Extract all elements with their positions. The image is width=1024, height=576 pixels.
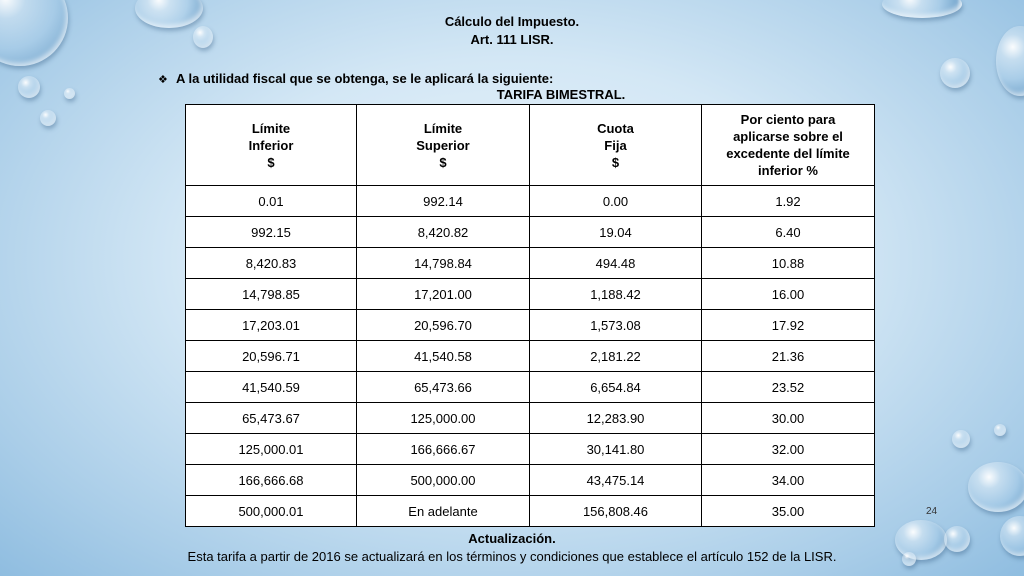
table-row [186, 372, 875, 403]
column-header-line: Fija [604, 137, 627, 153]
table-cell: 19.04 [530, 217, 702, 248]
table-cell: 992.15 [186, 217, 357, 248]
table-cell: En adelante [357, 496, 530, 527]
table-cell: 17.92 [702, 310, 875, 341]
column-header-line: Cuota [597, 120, 634, 136]
column-header-line: Por ciento para [740, 112, 836, 127]
column-header [357, 105, 530, 186]
page-subtitle-article: Art. 111 LISR. [470, 32, 554, 47]
water-drop-decoration [968, 462, 1024, 512]
water-drop-decoration [994, 424, 1006, 436]
column-header [530, 105, 702, 186]
table-row [186, 496, 875, 527]
table-cell: 23.52 [702, 372, 875, 403]
table-row [186, 434, 875, 465]
column-header-line: Límite [423, 120, 463, 136]
table-cell: 0.00 [530, 186, 702, 217]
table-cell: 32.00 [702, 434, 875, 465]
table-cell: 500,000.01 [186, 496, 357, 527]
table-cell: 20,596.71 [186, 341, 357, 372]
table-cell: 43,475.14 [530, 465, 702, 496]
table-cell: 166,666.67 [357, 434, 530, 465]
table-cell: 1,573.08 [530, 310, 702, 341]
bullet-text: A la utilidad fiscal que se obtenga, se le aplicará la siguiente: [176, 71, 554, 86]
table-cell: 6,654.84 [530, 372, 702, 403]
water-drop-decoration [952, 430, 970, 448]
table-cell: 156,808.46 [530, 496, 702, 527]
table-row [186, 217, 875, 248]
table-cell: 494.48 [530, 248, 702, 279]
column-header [702, 105, 875, 186]
table-cell: 166,666.68 [186, 465, 357, 496]
column-header-line: Superior [416, 137, 470, 153]
table-cell: 30,141.80 [530, 434, 702, 465]
table-cell: 65,473.66 [357, 372, 530, 403]
column-header-line: $ [439, 154, 447, 170]
table-cell: 8,420.82 [357, 217, 530, 248]
table-cell: 65,473.67 [186, 403, 357, 434]
water-drop-decoration [40, 110, 56, 126]
table-cell: 992.14 [357, 186, 530, 217]
water-drop-decoration [18, 76, 40, 98]
page-title: Cálculo del Impuesto. [444, 14, 580, 29]
column-header-line: excedente del límite [726, 146, 850, 161]
table-cell: 20,596.70 [357, 310, 530, 341]
footer-text: Esta tarifa a partir de 2016 se actualizará en los términos y condiciones que establece el artículo 152 de la LISR. [187, 549, 837, 564]
table-header-row [186, 105, 875, 186]
table-row [186, 341, 875, 372]
table-cell: 16.00 [702, 279, 875, 310]
table-cell: 41,540.58 [357, 341, 530, 372]
column-header-line: aplicarse sobre el [733, 129, 843, 144]
table-row [186, 279, 875, 310]
table-cell: 125,000.00 [357, 403, 530, 434]
bullet-statement [158, 71, 553, 86]
diamond-bullet-icon: ❖ [158, 74, 168, 86]
table-cell: 12,283.90 [530, 403, 702, 434]
table-cell: 30.00 [702, 403, 875, 434]
table-cell: 35.00 [702, 496, 875, 527]
table-body [186, 186, 875, 527]
footer-title: Actualización. [468, 531, 556, 546]
table-cell: 1,188.42 [530, 279, 702, 310]
column-header-line: Inferior [248, 137, 294, 153]
column-header [186, 105, 357, 186]
table-cell: 21.36 [702, 341, 875, 372]
column-header-line: Límite [251, 120, 291, 136]
table-cell: 10.88 [702, 248, 875, 279]
table-cell: 17,201.00 [357, 279, 530, 310]
table-cell: 125,000.01 [186, 434, 357, 465]
table-cell: 500,000.00 [357, 465, 530, 496]
table-row [186, 465, 875, 496]
table-cell: 14,798.84 [357, 248, 530, 279]
table-row [186, 186, 875, 217]
column-header-line: inferior % [758, 163, 818, 178]
table-cell: 17,203.01 [186, 310, 357, 341]
table-title: TARIFA BIMESTRAL. [496, 87, 626, 102]
table-cell: 1.92 [702, 186, 875, 217]
table-row [186, 248, 875, 279]
column-header-line: $ [267, 154, 275, 170]
tarifa-table [185, 104, 875, 527]
table-cell: 2,181.22 [530, 341, 702, 372]
table-row [186, 403, 875, 434]
table-cell: 0.01 [186, 186, 357, 217]
table-cell: 6.40 [702, 217, 875, 248]
slide-number: 24 [926, 506, 938, 517]
table-cell: 14,798.85 [186, 279, 357, 310]
water-drop-decoration [940, 58, 970, 88]
table-cell: 8,420.83 [186, 248, 357, 279]
table-row [186, 310, 875, 341]
table-cell: 41,540.59 [186, 372, 357, 403]
table-cell: 34.00 [702, 465, 875, 496]
column-header-line: $ [611, 154, 620, 170]
